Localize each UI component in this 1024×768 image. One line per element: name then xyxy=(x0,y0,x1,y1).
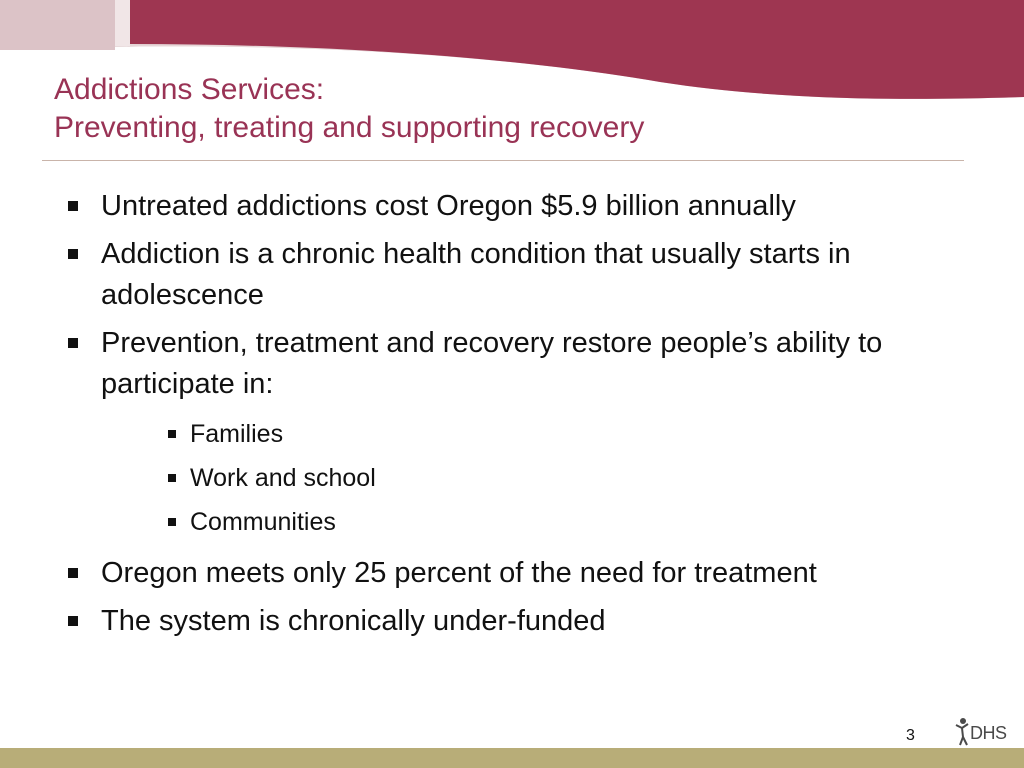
footer-band xyxy=(0,748,1024,768)
bullet-item xyxy=(60,186,960,227)
sub-bullet-text: Work and school xyxy=(190,464,376,492)
bullet-item xyxy=(60,323,960,405)
bullet-item xyxy=(60,234,960,316)
page-number: 3 xyxy=(906,727,915,744)
sub-bullet-text: Families xyxy=(190,420,284,448)
bullet-text: Prevention, treatment and recovery restore people’s ability to participate in: xyxy=(101,327,883,400)
sub-bullet-item xyxy=(60,417,960,451)
bullet-text: Addiction is a chronic health condition that usually starts in adolescence xyxy=(101,238,851,311)
title-divider xyxy=(42,160,964,161)
square-bullet-icon xyxy=(168,474,176,482)
sub-bullet-item xyxy=(60,461,960,495)
title-line-1: Addictions Services: xyxy=(54,73,325,106)
slide-title xyxy=(54,71,644,147)
bullet-item xyxy=(60,601,960,642)
square-bullet-icon xyxy=(68,568,78,578)
title-line-2: Preventing, treating and supporting recovery xyxy=(54,111,645,144)
bullet-text: Oregon meets only 25 percent of the need for treatment xyxy=(101,557,817,589)
bullet-text: The system is chronically under-funded xyxy=(101,605,606,637)
square-bullet-icon xyxy=(68,249,78,259)
square-bullet-icon xyxy=(68,201,78,211)
square-bullet-icon xyxy=(68,338,78,348)
sub-bullet-item xyxy=(60,505,960,539)
slide-body xyxy=(60,186,960,649)
bullet-text: Untreated addictions cost Oregon $5.9 billion annually xyxy=(101,190,796,222)
dhs-logo-text: DHS xyxy=(970,723,1007,743)
square-bullet-icon xyxy=(168,430,176,438)
square-bullet-icon xyxy=(68,616,78,626)
sub-bullet-text: Communities xyxy=(190,508,336,536)
bullet-item xyxy=(60,553,960,594)
square-bullet-icon xyxy=(168,518,176,526)
